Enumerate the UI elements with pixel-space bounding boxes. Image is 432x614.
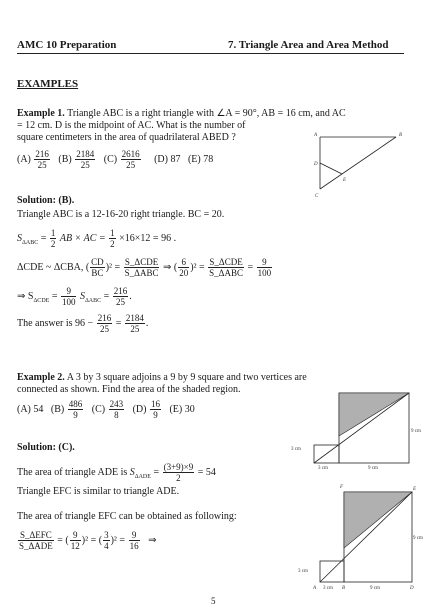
answer-frac1 xyxy=(97,313,113,334)
example2-line2: connected as shown. Find the area of the shaded region. xyxy=(17,384,241,395)
eq2-eq: = xyxy=(247,261,254,273)
option-c-fraction xyxy=(121,149,141,170)
ex2-option-d-label: (D) xyxy=(132,403,147,415)
eq2-frac3-den: 20 xyxy=(179,268,189,278)
eq3-end: . xyxy=(129,290,132,302)
option-e: (E) 78 xyxy=(187,153,214,165)
example1-label: Example 1. xyxy=(17,108,65,119)
label-b2: B xyxy=(342,586,346,591)
sol2-eq-frac2 xyxy=(70,530,81,551)
solution2-line3: The area of triangle EFC can be obtained as following: xyxy=(17,511,237,522)
label-3cm-side-2: 3 cm xyxy=(298,569,308,574)
answer-frac2-den: 25 xyxy=(130,324,140,334)
solution2-line2: Triangle EFC is similar to triangle ADE. xyxy=(17,486,180,497)
answer-frac1-den: 25 xyxy=(99,324,109,334)
option-c-den: 25 xyxy=(126,160,136,170)
ex2-option-b-num: 486 xyxy=(68,399,83,409)
ex2-option-d-den: 9 xyxy=(153,410,158,420)
example1-line3: square centimeters in the area of quadrilateral ABED ? xyxy=(17,132,236,143)
sol2-eq-mid2: )² = xyxy=(110,534,126,546)
option-b-den: 25 xyxy=(80,160,90,170)
answer-frac1-num: 216 xyxy=(97,313,112,323)
eq2-frac4-den: S_ΔABC xyxy=(209,268,243,278)
option-a-fraction xyxy=(34,149,50,170)
option-d: (D) 87 xyxy=(154,153,181,165)
segment-de xyxy=(320,163,342,174)
eq1-eq: = xyxy=(40,232,47,244)
sol2-eq-frac2-den: 12 xyxy=(70,541,80,551)
eq2-frac1-num: CD xyxy=(91,257,104,267)
label-9cm-bottom-2: 9 cm xyxy=(370,586,380,591)
eq2-frac2-den: S_ΔABC xyxy=(124,268,159,278)
eq3-s: S xyxy=(79,290,85,302)
sol2-eq-arrow: ⇒ xyxy=(148,534,157,546)
solution2-label: Solution: (C). xyxy=(17,442,75,453)
ex2-option-d-fraction xyxy=(150,399,161,420)
label-e2: E xyxy=(413,487,417,492)
eq2-frac2-num: S_ΔCDE xyxy=(124,257,159,267)
sol2-frac-den: 2 xyxy=(176,473,181,483)
sol2-eq: = xyxy=(153,466,160,478)
sol2-eq-frac4 xyxy=(129,530,140,551)
sol2-eq-frac4-den: 16 xyxy=(129,541,139,551)
eq3-eq: = xyxy=(51,290,58,302)
eq1-frac1-num: 1 xyxy=(50,228,56,238)
triangle-figure xyxy=(312,127,407,202)
answer-end: . xyxy=(145,317,149,329)
ex2-option-e: (E) 30 xyxy=(169,403,195,415)
example2-label: Example 2. xyxy=(17,372,65,383)
answer-frac2 xyxy=(125,313,145,334)
label-a2: A xyxy=(313,586,317,591)
answer-text: The answer is 96 − xyxy=(17,317,94,329)
header-left: AMC 10 Preparation xyxy=(17,39,117,51)
example2-text1: A 3 by 3 square adjoins a 9 by 9 square and two vertices are xyxy=(66,372,307,383)
eq2-mid1: )² = xyxy=(105,261,121,273)
label-3cm-side: 3 cm xyxy=(291,447,301,452)
eq2-frac4-num: S_ΔCDE xyxy=(209,257,243,267)
sol2-frac-num: (3+9)×9 xyxy=(163,462,194,472)
solution1-answer xyxy=(17,313,148,334)
eq3-frac2-num: 216 xyxy=(113,286,128,296)
option-b-num: 2184 xyxy=(76,149,95,159)
option-b-label: (B) xyxy=(58,153,72,165)
sol2-eq-frac2-num: 9 xyxy=(70,530,81,541)
eq3-eq2: = xyxy=(103,290,110,302)
eq1-frac1-den: 2 xyxy=(50,239,56,249)
sol2-eq-mid: )² = ( xyxy=(81,534,103,546)
example1-options xyxy=(17,149,213,170)
option-a-num: 216 xyxy=(35,149,49,159)
sol2-sub: ΔADE xyxy=(134,473,151,480)
ex2-option-c-fraction xyxy=(109,399,125,420)
example1-line2: = 12 cm. D is the midpoint of AC. What is the number of xyxy=(17,120,246,131)
label-d2: D xyxy=(410,586,414,591)
option-b-fraction xyxy=(75,149,95,170)
eq1-s: S xyxy=(17,232,22,244)
sol2-eq-frac1-den: S_ΔADE xyxy=(19,541,53,551)
eq3-frac1 xyxy=(61,286,77,307)
label-a: A xyxy=(314,133,318,138)
eq2-frac5 xyxy=(257,257,273,278)
solution1-eq3 xyxy=(17,286,132,307)
option-c-label: (C) xyxy=(103,153,118,165)
ex2-option-d-num: 16 xyxy=(150,399,160,409)
ex2-option-c-label: (C) xyxy=(91,403,106,415)
sol2-eq-frac1-num: S_ΔEFC xyxy=(19,530,52,540)
shaded-triangle-2 xyxy=(344,492,412,548)
example1-text1: Triangle ABC is a right triangle with ∠A = 90°, AB = 16 cm, and AC xyxy=(67,108,346,119)
label-9cm-side: 9 cm xyxy=(411,429,421,434)
solution2-eq xyxy=(17,530,156,551)
ex2-option-a: (A) 54 xyxy=(17,403,44,415)
label-3cm-bottom-2: 3 cm xyxy=(323,586,333,591)
eq1-mid: AB × AC = xyxy=(59,232,106,244)
label-c: C xyxy=(315,194,319,199)
answer-eq: = xyxy=(115,317,122,329)
eq3-frac2-den: 25 xyxy=(116,297,126,307)
eq3-start: ⇒ S xyxy=(17,290,34,302)
example1-line1 xyxy=(17,108,346,120)
section-title: EXAMPLES xyxy=(17,78,79,90)
sol2-eq-frac3-num: 3 xyxy=(104,530,109,540)
example2-line1 xyxy=(17,372,307,384)
solution1-label: Solution: (B). xyxy=(17,195,75,206)
sol2-eq-eq1: = ( xyxy=(57,534,69,546)
option-c-num: 2616 xyxy=(121,149,140,159)
eq3-sub: ΔCDE xyxy=(33,297,50,304)
sol2-eq-frac3-den: 4 xyxy=(104,541,109,551)
eq2-frac2 xyxy=(124,257,160,278)
label-d: D xyxy=(314,162,318,167)
page-number: 5 xyxy=(211,596,216,606)
eq1-frac2 xyxy=(109,228,116,249)
sol2-frac xyxy=(163,462,195,483)
label-9cm-side-2: 9 cm xyxy=(413,536,423,541)
eq2-frac5-num: 9 xyxy=(257,257,273,268)
eq2-mid2: )² = xyxy=(190,261,205,273)
solution1-eq1 xyxy=(17,228,176,249)
ex2-option-c-den: 8 xyxy=(114,410,119,420)
header-rule xyxy=(17,53,404,54)
example2-options xyxy=(17,399,195,420)
ex2-option-c-num: 243 xyxy=(109,399,124,409)
side-bc xyxy=(320,137,396,189)
header-right: 7. Triangle Area and Area Method xyxy=(228,39,389,51)
eq1-frac1 xyxy=(50,228,57,249)
label-3cm-bottom: 3 cm xyxy=(318,466,328,471)
option-a-label: (A) xyxy=(17,153,31,165)
ex2-option-b-fraction xyxy=(68,399,84,420)
eq2-frac4 xyxy=(208,257,244,278)
eq2-frac1 xyxy=(90,257,105,278)
shaded-triangle xyxy=(339,393,409,436)
eq3-frac1-den: 100 xyxy=(61,297,76,307)
eq1-frac2-num: 1 xyxy=(110,228,115,238)
solution1-line1: Triangle ABC is a 12-16-20 right triangle. BC = 20. xyxy=(17,209,225,220)
eq3-frac2 xyxy=(113,286,129,307)
eq2-frac1-den: BC xyxy=(91,268,104,278)
answer-frac2-num: 2184 xyxy=(125,313,144,323)
eq1-end: ×16×12 = 96 . xyxy=(119,232,177,244)
sol2-end: = 54 xyxy=(197,466,216,478)
label-f: F xyxy=(340,485,344,490)
solution2-line1 xyxy=(17,462,216,483)
eq1-sub: ΔABC xyxy=(22,239,39,246)
eq2-frac3-num: 6 xyxy=(178,257,189,268)
sol2-eq-frac4-num: 9 xyxy=(129,530,140,541)
sol2-line1-start: The area of triangle ADE is xyxy=(17,466,128,478)
sol2-eq-frac1 xyxy=(18,530,54,551)
eq2-frac3 xyxy=(178,257,189,278)
eq1-frac2-den: 2 xyxy=(110,239,115,249)
squares-figure-2 xyxy=(296,476,423,594)
ex2-option-b-label: (B) xyxy=(50,403,65,415)
eq2-frac5-den: 100 xyxy=(257,268,272,278)
ex2-option-b-den: 9 xyxy=(73,410,78,420)
eq2-arrow: ⇒ ( xyxy=(162,261,178,273)
option-a-den: 25 xyxy=(37,160,47,170)
eq3-sub2: ΔABC xyxy=(84,297,102,304)
label-b: B xyxy=(399,133,403,138)
label-e: E xyxy=(343,178,347,183)
eq2-start: ΔCDE ~ ΔCBA, ( xyxy=(17,261,90,273)
squares-figure-1 xyxy=(288,376,421,472)
eq3-frac1-num: 9 xyxy=(61,286,77,297)
sol2-eq-frac3 xyxy=(103,530,110,551)
solution1-eq2 xyxy=(17,257,273,278)
sol2-s: S xyxy=(129,466,135,478)
label-9cm-bottom: 9 cm xyxy=(368,466,378,471)
